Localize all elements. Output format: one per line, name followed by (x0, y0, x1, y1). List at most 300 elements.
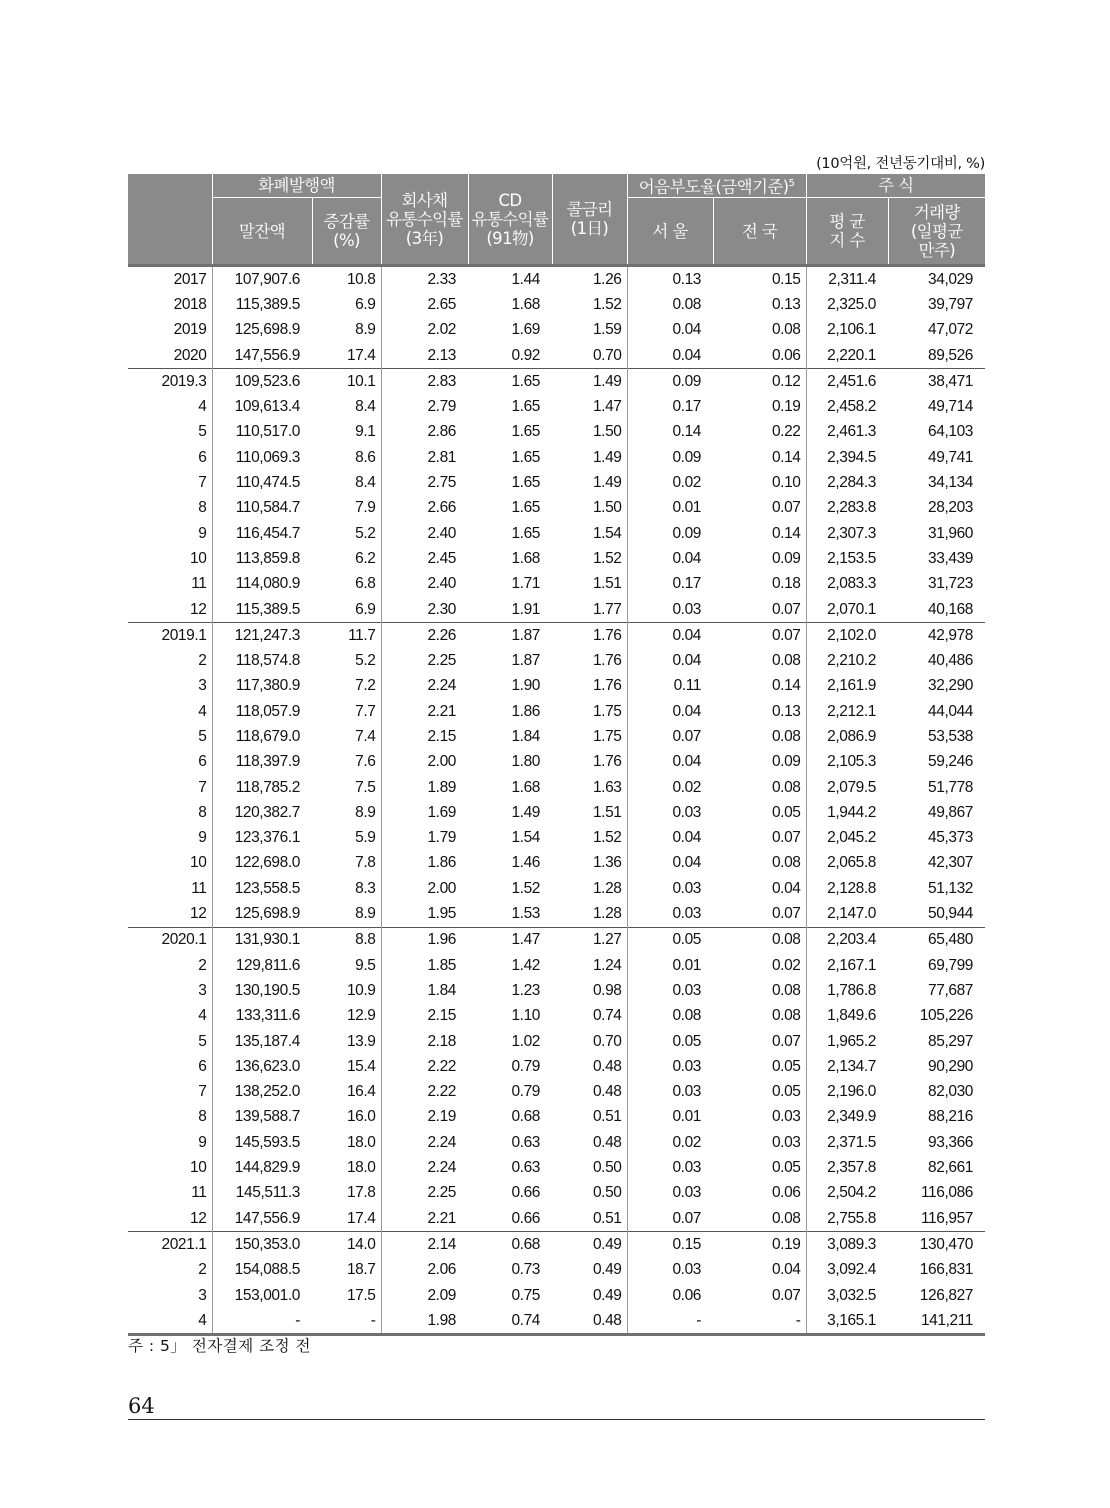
table-cell: 145,593.5 (234, 1133, 300, 1151)
table-row (128, 343, 985, 369)
table-cell: 12.9 (312, 1004, 381, 1029)
table-cell: 0.01 (672, 499, 702, 517)
table-cell: 0.07 (713, 901, 806, 927)
table-row (128, 750, 985, 775)
table-cell: 0.03 (713, 1105, 806, 1130)
table-cell: 113,859.8 (235, 549, 300, 567)
table-cell: - (713, 1308, 806, 1335)
table-cell: 0.06 (713, 1181, 806, 1206)
table-row (128, 1283, 985, 1308)
table-cell: 2,153.5 (827, 549, 877, 567)
table-cell: 5.2 (312, 648, 381, 673)
table-cell: 1.42 (511, 956, 541, 974)
table-cell: 0.07 (713, 1029, 806, 1054)
table-cell: 6.8 (312, 572, 381, 597)
table-cell: 8.9 (312, 901, 381, 927)
table-cell: 7.8 (312, 851, 381, 876)
row-period: 6 (128, 1054, 212, 1079)
table-cell: 51,132 (928, 879, 974, 897)
table-cell: 0.05 (672, 1032, 702, 1050)
table-cell: 0.05 (713, 800, 806, 825)
table-cell: 1.76 (552, 750, 627, 775)
table-cell: 2.45 (427, 549, 457, 567)
row-period: 5 (128, 724, 212, 749)
table-cell: 2.24 (427, 1133, 457, 1151)
table-cell: 0.04 (672, 702, 702, 720)
table-cell: 2,458.2 (827, 398, 877, 416)
table-cell: 150,353.0 (212, 1232, 312, 1258)
table-cell: 0.19 (713, 1232, 806, 1258)
table-cell: 0.14 (713, 674, 806, 699)
table-cell: 0.04 (672, 829, 702, 847)
table-cell: 1.44 (511, 270, 541, 288)
table-cell: 0.07 (672, 727, 702, 745)
table-cell: 0.22 (713, 420, 806, 445)
table-cell: 1.96 (381, 927, 468, 953)
unit-label: (10억원, 전년동기대비, %) (816, 156, 985, 172)
table-cell: 1.65 (511, 448, 541, 466)
table-cell: 0.09 (672, 448, 702, 466)
row-period: 4 (128, 1308, 212, 1335)
table-cell: 33,439 (928, 549, 974, 567)
table-cell: 1.02 (511, 1032, 541, 1050)
table-cell: 153,001.0 (234, 1286, 300, 1304)
table-cell: 6.9 (312, 597, 381, 623)
header-balance: 말잔액 (212, 198, 312, 266)
table-cell: 69,799 (928, 956, 974, 974)
table-cell: 51,778 (928, 778, 974, 796)
table-cell: 138,252.0 (234, 1083, 300, 1101)
table-cell: 7.6 (312, 750, 381, 775)
table-cell: 1.68 (511, 295, 541, 313)
table-cell: 0.01 (672, 956, 702, 974)
table-cell: 1,786.8 (827, 981, 877, 999)
table-cell: 49,867 (928, 803, 974, 821)
table-row (128, 1308, 985, 1335)
table-cell: 0.03 (672, 1261, 702, 1279)
table-cell: 0.03 (672, 905, 702, 923)
table-cell: 2.00 (427, 879, 457, 897)
table-cell: 34,029 (928, 270, 974, 288)
table-cell: 6.9 (312, 292, 381, 317)
table-cell: 116,454.7 (235, 524, 300, 542)
table-cell: 0.07 (713, 1283, 806, 1308)
footer-rule (128, 1419, 985, 1420)
table-cell: 0.50 (552, 1181, 627, 1206)
table-cell: 10.9 (312, 978, 381, 1003)
table-cell: 1.95 (427, 905, 457, 923)
table-row (128, 420, 985, 445)
row-period: 2017 (128, 266, 212, 293)
table-cell: 0.03 (672, 981, 702, 999)
table-cell: 10.1 (312, 369, 381, 395)
table-cell: 85,297 (928, 1032, 974, 1050)
table-cell: 1.26 (552, 266, 627, 293)
table-cell: 0.66 (511, 1184, 541, 1202)
row-period: 10 (128, 851, 212, 876)
table-row (128, 1130, 985, 1155)
table-cell: 2.18 (427, 1032, 457, 1050)
table-cell: 2,394.5 (827, 448, 877, 466)
table-cell: 1.52 (552, 292, 627, 317)
table-cell: 0.48 (552, 1054, 627, 1079)
table-cell: 2,079.5 (827, 778, 877, 796)
table-cell: 0.05 (627, 927, 713, 953)
table-cell: 109,523.6 (212, 369, 312, 395)
table-cell: 8.9 (312, 318, 381, 343)
row-period: 3 (128, 1283, 212, 1308)
table-cell: 1.87 (468, 623, 552, 649)
table-cell: 141,211 (888, 1308, 985, 1335)
table-cell: 118,785.2 (235, 778, 300, 796)
financial-stats-table (128, 174, 985, 1336)
table-cell: 39,797 (928, 295, 974, 313)
table-cell: 1.84 (511, 727, 541, 745)
table-cell: 0.09 (713, 546, 806, 571)
table-cell: - (312, 1308, 381, 1335)
table-row (128, 470, 985, 495)
table-cell: 7.9 (312, 496, 381, 521)
table-cell: 0.03 (672, 1159, 702, 1177)
table-cell: 45,373 (928, 829, 974, 847)
table-cell: 9.5 (312, 953, 381, 978)
table-cell: 2.21 (427, 702, 457, 720)
table-cell: 8.3 (312, 876, 381, 901)
table-cell: 50,944 (928, 905, 974, 923)
table-cell: 2.30 (427, 600, 457, 618)
table-row (128, 292, 985, 317)
table-cell: 0.04 (713, 876, 806, 901)
table-cell: 1.59 (552, 318, 627, 343)
table-cell: 2.14 (381, 1232, 468, 1258)
table-cell: 1.75 (552, 699, 627, 724)
table-cell: 0.17 (672, 575, 702, 593)
table-cell: 0.08 (713, 724, 806, 749)
table-cell: 139,588.7 (234, 1108, 300, 1126)
table-cell: 0.70 (552, 1029, 627, 1054)
table-cell: 122,698.0 (234, 854, 300, 872)
table-cell: 2,167.1 (827, 956, 877, 974)
table-cell: 1.84 (427, 981, 457, 999)
table-cell: 2,102.0 (806, 623, 888, 649)
table-cell: 145,511.3 (235, 1184, 300, 1202)
table-cell: 117,380.9 (235, 677, 300, 695)
row-period: 12 (128, 901, 212, 927)
table-cell: 1.65 (511, 474, 541, 492)
table-cell: 2,325.0 (827, 295, 877, 313)
table-cell: 1.79 (427, 829, 457, 847)
table-cell: 2,283.8 (827, 499, 877, 517)
table-cell: 18.0 (312, 1155, 381, 1180)
table-row (128, 318, 985, 343)
table-cell: 2,161.9 (827, 677, 877, 695)
table-cell: 144,829.9 (234, 1159, 300, 1177)
table-row (128, 1232, 985, 1258)
row-period: 2019.3 (128, 369, 212, 395)
table-cell: 2,086.9 (827, 727, 877, 745)
row-period: 4 (128, 1004, 212, 1029)
table-cell: 2.40 (427, 575, 457, 593)
table-cell: 0.03 (672, 600, 702, 618)
table-cell: 0.04 (672, 549, 702, 567)
table-row (128, 851, 985, 876)
table-cell: 0.10 (713, 470, 806, 495)
header-dishonor-group: 어음부도율(금액기준)$^5$ (627, 174, 806, 198)
table-cell: 131,930.1 (212, 927, 312, 953)
table-cell: 0.08 (713, 978, 806, 1003)
table-cell: 0.05 (713, 1155, 806, 1180)
table-cell: 129,811.6 (235, 956, 300, 974)
table-row (128, 1054, 985, 1079)
header-cd: CD 유통수익률 (91物) (468, 174, 552, 266)
table-cell: 0.50 (552, 1155, 627, 1180)
row-period: 3 (128, 674, 212, 699)
table-cell: 8.6 (312, 445, 381, 470)
row-period: 2020 (128, 343, 212, 369)
table-row (128, 876, 985, 901)
table-cell: 0.07 (672, 1209, 702, 1227)
table-cell: 126,827 (919, 1286, 974, 1304)
row-period: 10 (128, 1155, 212, 1180)
table-cell: 1,965.2 (827, 1032, 877, 1050)
table-row (128, 1258, 985, 1283)
table-cell: 2.09 (427, 1286, 457, 1304)
table-cell: 115,389.5 (235, 295, 300, 313)
table-cell: 1.90 (511, 677, 541, 695)
table-cell: 1.86 (511, 702, 541, 720)
row-period: 11 (128, 572, 212, 597)
table-cell: 2,134.7 (827, 1057, 877, 1075)
table-cell: 7.7 (312, 699, 381, 724)
table-cell: 2,349.9 (827, 1108, 877, 1126)
table-cell: 1.65 (511, 423, 541, 441)
header-avg-index: 평 균 지 수 (806, 198, 888, 266)
table-cell: 1.63 (552, 775, 627, 800)
table-cell: 2,147.0 (827, 905, 877, 923)
table-cell: 0.04 (672, 854, 702, 872)
table-cell: 130,190.5 (234, 981, 300, 999)
table-row (128, 445, 985, 470)
table-cell: 0.03 (672, 803, 702, 821)
table-cell: 116,957 (920, 1209, 974, 1227)
table-cell: 0.49 (552, 1283, 627, 1308)
table-cell: 2.21 (427, 1209, 457, 1227)
row-period: 2 (128, 1258, 212, 1283)
table-cell: 77,687 (928, 981, 974, 999)
table-cell: 2,311.4 (828, 270, 877, 288)
table-cell: 1.75 (552, 724, 627, 749)
row-period: 9 (128, 1130, 212, 1155)
table-cell: 1.51 (552, 800, 627, 825)
table-cell: 2,357.8 (827, 1159, 877, 1177)
table-cell: 0.48 (552, 1080, 627, 1105)
table-cell: 17.5 (312, 1283, 381, 1308)
table-cell: 120,382.7 (234, 803, 300, 821)
header-currency-group: 화폐발행액 (212, 174, 381, 198)
row-period: 2 (128, 648, 212, 673)
table-cell: 0.14 (672, 423, 702, 441)
table-row (128, 521, 985, 546)
table-cell: 0.07 (713, 623, 806, 649)
table-cell: 2.25 (427, 652, 457, 670)
row-period: 12 (128, 1206, 212, 1232)
table-cell: 0.15 (713, 266, 806, 293)
table-cell: 0.07 (713, 826, 806, 851)
table-cell: 0.04 (672, 346, 702, 364)
table-row (128, 266, 985, 293)
table-cell: 121,247.3 (212, 623, 312, 649)
row-period: 2 (128, 953, 212, 978)
table-cell: 1,944.2 (827, 803, 877, 821)
table-cell: 123,558.5 (234, 879, 300, 897)
row-period: 4 (128, 699, 212, 724)
table-cell: 2.40 (427, 524, 457, 542)
table-cell: 0.14 (713, 445, 806, 470)
table-cell: 0.08 (713, 775, 806, 800)
table-cell: 1.50 (552, 496, 627, 521)
table-cell: 2.66 (427, 499, 457, 517)
table-cell: 31,960 (928, 524, 974, 542)
table-cell: 118,679.0 (235, 727, 300, 745)
table-cell: 1.68 (511, 549, 541, 567)
table-cell: 2,307.3 (827, 524, 877, 542)
row-period: 3 (128, 978, 212, 1003)
row-period: 6 (128, 445, 212, 470)
table-cell: 2,461.3 (827, 423, 877, 441)
table-cell: 31,723 (928, 575, 974, 593)
table-cell: 0.11 (673, 677, 702, 695)
table-cell: 2.65 (427, 295, 457, 313)
table-cell: 110,584.7 (235, 499, 300, 517)
table-row (128, 648, 985, 673)
table-cell: 1.85 (427, 956, 457, 974)
table-cell: 65,480 (888, 927, 985, 953)
row-period: 8 (128, 1105, 212, 1130)
table-cell: 105,226 (919, 1007, 974, 1025)
table-cell: 2,203.4 (806, 927, 888, 953)
header-seoul: 서 울 (627, 198, 713, 266)
table-cell: 2.02 (427, 321, 457, 339)
table-cell: 82,030 (928, 1083, 974, 1101)
table-cell: 2.81 (427, 448, 457, 466)
table-cell: 2,220.1 (827, 346, 877, 364)
table-cell: 125,698.9 (234, 321, 300, 339)
table-cell: 0.15 (627, 1232, 713, 1258)
table-cell: 28,203 (928, 499, 974, 517)
table-cell: 17.4 (312, 1206, 381, 1232)
table-cell: 2.75 (427, 474, 457, 492)
table-cell: 0.08 (713, 927, 806, 953)
header-change-rate: 증감률 (%) (312, 198, 381, 266)
table-cell: 2,070.1 (827, 600, 877, 618)
table-row (128, 775, 985, 800)
table-cell: 109,613.4 (234, 398, 300, 416)
table-cell: 0.73 (511, 1261, 541, 1279)
table-cell: 115,389.5 (235, 600, 300, 618)
table-cell: 0.03 (713, 1130, 806, 1155)
table-cell: 0.92 (511, 346, 541, 364)
table-cell: 118,057.9 (235, 702, 300, 720)
table-cell: 49,741 (928, 448, 974, 466)
table-cell: 53,538 (928, 727, 974, 745)
table-cell: 0.06 (672, 1286, 702, 1304)
table-row (128, 1029, 985, 1054)
table-cell: 0.51 (552, 1206, 627, 1232)
table-cell: 2.83 (381, 369, 468, 395)
table-cell: 7.5 (312, 775, 381, 800)
table-cell: 2,196.0 (827, 1083, 877, 1101)
table-cell: 0.68 (468, 1232, 552, 1258)
table-row (128, 1004, 985, 1029)
table-cell: 1.47 (552, 394, 627, 419)
page-number: 64 (128, 1394, 155, 1418)
table-row (128, 674, 985, 699)
table-cell: 18.0 (312, 1130, 381, 1155)
table-cell: 93,366 (928, 1133, 974, 1151)
table-cell: 0.48 (552, 1308, 627, 1335)
table-cell: 125,698.9 (234, 905, 300, 923)
table-cell: 89,526 (928, 346, 974, 364)
row-period: 4 (128, 394, 212, 419)
table-cell: 0.03 (672, 1057, 702, 1075)
table-cell: 1.76 (552, 648, 627, 673)
table-row (128, 369, 985, 395)
table-row (128, 800, 985, 825)
table-cell: 1.76 (552, 674, 627, 699)
table-cell: 0.98 (552, 978, 627, 1003)
table-cell: 2,083.3 (827, 575, 877, 593)
row-period: 12 (128, 597, 212, 623)
table-cell: 1.52 (552, 826, 627, 851)
table-row (128, 978, 985, 1003)
row-period: 9 (128, 826, 212, 851)
table-cell: 0.03 (672, 1083, 702, 1101)
table-cell: 2,451.6 (806, 369, 888, 395)
table-cell: 1.76 (552, 623, 627, 649)
table-cell: 0.07 (713, 597, 806, 623)
table-cell: 2,504.2 (827, 1184, 877, 1202)
table-cell: 147,556.9 (234, 346, 300, 364)
table-cell: 2.86 (427, 423, 457, 441)
table-cell: 1.49 (511, 803, 541, 821)
table-cell: 0.12 (713, 369, 806, 395)
table-row (128, 953, 985, 978)
row-period: 7 (128, 775, 212, 800)
table-cell: 88,216 (928, 1108, 974, 1126)
table-cell: 59,246 (928, 753, 974, 771)
table-row (128, 1155, 985, 1180)
table-cell: 0.70 (552, 343, 627, 369)
row-period: 11 (128, 876, 212, 901)
table-cell: 130,470 (888, 1232, 985, 1258)
table-cell: 34,134 (928, 474, 974, 492)
table-cell: 2,284.3 (827, 474, 877, 492)
table-cell: 2.79 (427, 398, 457, 416)
table-cell: 136,623.0 (234, 1057, 300, 1075)
table-cell: 2.25 (427, 1184, 457, 1202)
table-cell: 1,849.6 (827, 1007, 877, 1025)
table-cell: 2.24 (427, 677, 457, 695)
table-cell: 8.4 (312, 470, 381, 495)
table-cell: 8.8 (312, 927, 381, 953)
table-cell: 0.74 (552, 1004, 627, 1029)
table-cell: 0.02 (672, 1133, 702, 1151)
table-cell: 64,103 (928, 423, 974, 441)
table-cell: 44,044 (928, 702, 974, 720)
table-cell: 1.50 (552, 420, 627, 445)
table-cell: 0.49 (552, 1232, 627, 1258)
table-cell: 3,089.3 (806, 1232, 888, 1258)
